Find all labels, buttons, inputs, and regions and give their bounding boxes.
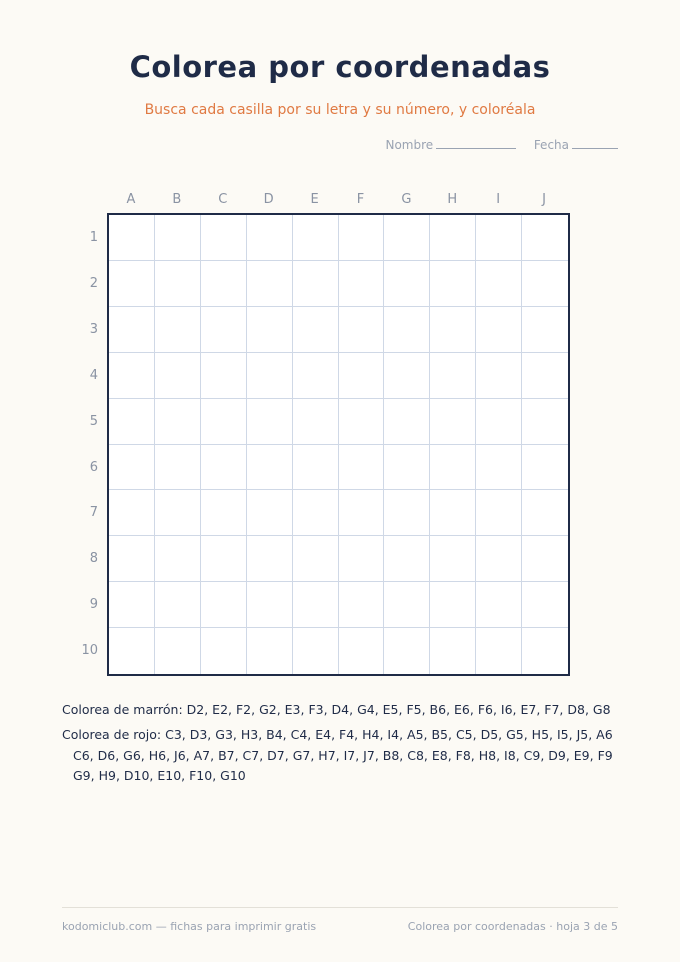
grid-cell-c3[interactable] — [201, 307, 247, 353]
grid-cell-e6[interactable] — [293, 445, 339, 491]
grid-cell-c10[interactable] — [201, 628, 247, 674]
grid-cell-d4[interactable] — [247, 353, 293, 399]
grid-cell-j9[interactable] — [522, 582, 568, 628]
grid-cell-g9[interactable] — [384, 582, 430, 628]
grid-cell-e8[interactable] — [293, 536, 339, 582]
grid-cell-h10[interactable] — [430, 628, 476, 674]
row-header-4: 4 — [89, 367, 98, 383]
column-header-h: H — [447, 192, 458, 207]
grid-cell-h9[interactable] — [430, 582, 476, 628]
grid-cell-c8[interactable] — [201, 536, 247, 582]
grid-cell-e9[interactable] — [293, 582, 339, 628]
grid-cell-e1[interactable] — [293, 215, 339, 261]
grid-cell-i10[interactable] — [476, 628, 522, 674]
grid-cell-a2[interactable] — [109, 261, 155, 307]
grid-cell-i3[interactable] — [476, 307, 522, 353]
grid-cell-c4[interactable] — [201, 353, 247, 399]
row-header-3: 3 — [89, 321, 98, 337]
footer-site: kodomiclub.com — fichas para imprimir gratis — [62, 920, 317, 933]
grid-cell-b9[interactable] — [155, 582, 201, 628]
grid-cell-a6[interactable] — [109, 445, 155, 491]
column-header-c: C — [218, 192, 228, 207]
grid-cell-b3[interactable] — [155, 307, 201, 353]
grid-cell-f7[interactable] — [339, 490, 385, 536]
column-header-e: E — [310, 192, 319, 207]
grid-cell-d8[interactable] — [247, 536, 293, 582]
grid-cell-b7[interactable] — [155, 490, 201, 536]
grid-cell-d1[interactable] — [247, 215, 293, 261]
grid-cell-j5[interactable] — [522, 399, 568, 445]
grid-cell-g2[interactable] — [384, 261, 430, 307]
grid-cell-h4[interactable] — [430, 353, 476, 399]
grid-cell-g3[interactable] — [384, 307, 430, 353]
column-header-j: J — [542, 192, 547, 207]
grid-cell-g7[interactable] — [384, 490, 430, 536]
grid-cell-b10[interactable] — [155, 628, 201, 674]
row-header-2: 2 — [89, 275, 98, 291]
grid-cell-g1[interactable] — [384, 215, 430, 261]
column-header-g: G — [401, 192, 412, 207]
grid-cell-c2[interactable] — [201, 261, 247, 307]
grid-cell-e3[interactable] — [293, 307, 339, 353]
grid-cell-i8[interactable] — [476, 536, 522, 582]
grid-cell-i4[interactable] — [476, 353, 522, 399]
grid-cell-e4[interactable] — [293, 353, 339, 399]
grid-cell-i2[interactable] — [476, 261, 522, 307]
column-header-f: F — [356, 192, 365, 207]
grid-cell-a4[interactable] — [109, 353, 155, 399]
page-title: Colorea por coordenadas — [129, 50, 551, 84]
grid-cell-i1[interactable] — [476, 215, 522, 261]
column-header-a: A — [126, 192, 136, 207]
row-header-10: 10 — [81, 643, 98, 659]
grid-cell-i7[interactable] — [476, 490, 522, 536]
grid-cell-f6[interactable] — [339, 445, 385, 491]
grid-cell-d7[interactable] — [247, 490, 293, 536]
grid-cell-h3[interactable] — [430, 307, 476, 353]
row-header-7: 7 — [89, 505, 98, 521]
date-line[interactable] — [572, 138, 618, 149]
grid-cell-b2[interactable] — [155, 261, 201, 307]
grid-cell-d5[interactable] — [247, 399, 293, 445]
grid-cell-c1[interactable] — [201, 215, 247, 261]
grid-cell-b6[interactable] — [155, 445, 201, 491]
grid-cell-j4[interactable] — [522, 353, 568, 399]
grid-cell-j7[interactable] — [522, 490, 568, 536]
grid-cell-a1[interactable] — [109, 215, 155, 261]
grid-cell-i9[interactable] — [476, 582, 522, 628]
name-line[interactable] — [436, 138, 516, 149]
grid-cell-j3[interactable] — [522, 307, 568, 353]
grid-cell-i5[interactable] — [476, 399, 522, 445]
grid-cell-f2[interactable] — [339, 261, 385, 307]
grid-cell-j6[interactable] — [522, 445, 568, 491]
column-header-i: I — [496, 192, 501, 207]
grid-cell-f9[interactable] — [339, 582, 385, 628]
grid-cell-f10[interactable] — [339, 628, 385, 674]
grid-cell-j8[interactable] — [522, 536, 568, 582]
grid-cell-e7[interactable] — [293, 490, 339, 536]
grid-cell-f8[interactable] — [339, 536, 385, 582]
grid-cell-d6[interactable] — [247, 445, 293, 491]
row-header-5: 5 — [89, 413, 98, 429]
grid-cell-h2[interactable] — [430, 261, 476, 307]
brown-instructions-text: Colorea de marrón: D2, E2, F2, G2, E3, F3, D4, G4, E5, F5, B6, E6, F6, I6, E7, F7, D8, G8 — [62, 702, 611, 717]
grid-cell-g4[interactable] — [384, 353, 430, 399]
grid-cell-d9[interactable] — [247, 582, 293, 628]
grid-cell-c7[interactable] — [201, 490, 247, 536]
grid-cell-f4[interactable] — [339, 353, 385, 399]
grid-cell-h5[interactable] — [430, 399, 476, 445]
grid-cell-d3[interactable] — [247, 307, 293, 353]
grid-cell-e10[interactable] — [293, 628, 339, 674]
grid-cell-g5[interactable] — [384, 399, 430, 445]
column-header-d: D — [263, 192, 274, 207]
grid-cell-c6[interactable] — [201, 445, 247, 491]
grid-cell-a10[interactable] — [109, 628, 155, 674]
grid-cell-f3[interactable] — [339, 307, 385, 353]
red-instructions-text: Colorea de rojo: C3, D3, G3, H3, B4, C4, E4, F4, H4, I4, A5, B5, C5, D5, G5, H5, I5, J5, A6 C6, D6, G6, H6, J6, A7, B7, C7, D7, G7, H7, I7, J7, B8, C8, E8, F8, H8, I8, C9, D9, E9, F9 G9, H9, D10, E10, F10, G10 — [62, 727, 613, 783]
page-subtitle: Busca cada casilla por su letra y su número, y coloréala — [144, 102, 536, 118]
date-label: Fecha — [533, 138, 569, 152]
grid-cell-j1[interactable] — [522, 215, 568, 261]
row-header-9: 9 — [89, 597, 98, 613]
grid-cell-a8[interactable] — [109, 536, 155, 582]
grid-cell-j10[interactable] — [522, 628, 568, 674]
brown-instructions — [62, 700, 628, 721]
grid-cell-i6[interactable] — [476, 445, 522, 491]
grid-cell-e2[interactable] — [293, 261, 339, 307]
grid-cell-d2[interactable] — [247, 261, 293, 307]
grid-cell-a7[interactable] — [109, 490, 155, 536]
grid-cell-f5[interactable] — [339, 399, 385, 445]
grid-cell-d10[interactable] — [247, 628, 293, 674]
grid-cell-e5[interactable] — [293, 399, 339, 445]
grid-cell-g6[interactable] — [384, 445, 430, 491]
grid-cell-h8[interactable] — [430, 536, 476, 582]
grid-cell-b1[interactable] — [155, 215, 201, 261]
grid-cell-g10[interactable] — [384, 628, 430, 674]
name-date-fields — [385, 138, 618, 152]
grid-cell-b8[interactable] — [155, 536, 201, 582]
red-instructions — [62, 725, 628, 787]
grid-cell-h7[interactable] — [430, 490, 476, 536]
grid-cell-g8[interactable] — [384, 536, 430, 582]
coordinate-grid[interactable] — [107, 213, 570, 676]
grid-cell-h6[interactable] — [430, 445, 476, 491]
grid-cell-b5[interactable] — [155, 399, 201, 445]
grid-cell-b4[interactable] — [155, 353, 201, 399]
grid-cell-a5[interactable] — [109, 399, 155, 445]
name-label: Nombre — [385, 138, 434, 152]
grid-cell-h1[interactable] — [430, 215, 476, 261]
column-header-b: B — [172, 192, 182, 207]
grid-cell-c5[interactable] — [201, 399, 247, 445]
grid-cell-c9[interactable] — [201, 582, 247, 628]
grid-cell-a3[interactable] — [109, 307, 155, 353]
grid-cell-j2[interactable] — [522, 261, 568, 307]
footer-page-info: Colorea por coordenadas · hoja 3 de 5 — [407, 920, 618, 933]
row-header-6: 6 — [89, 459, 98, 475]
grid-cell-f1[interactable] — [339, 215, 385, 261]
row-header-1: 1 — [89, 230, 98, 245]
footer-divider — [62, 907, 618, 908]
row-header-8: 8 — [89, 551, 98, 567]
grid-cell-a9[interactable] — [109, 582, 155, 628]
